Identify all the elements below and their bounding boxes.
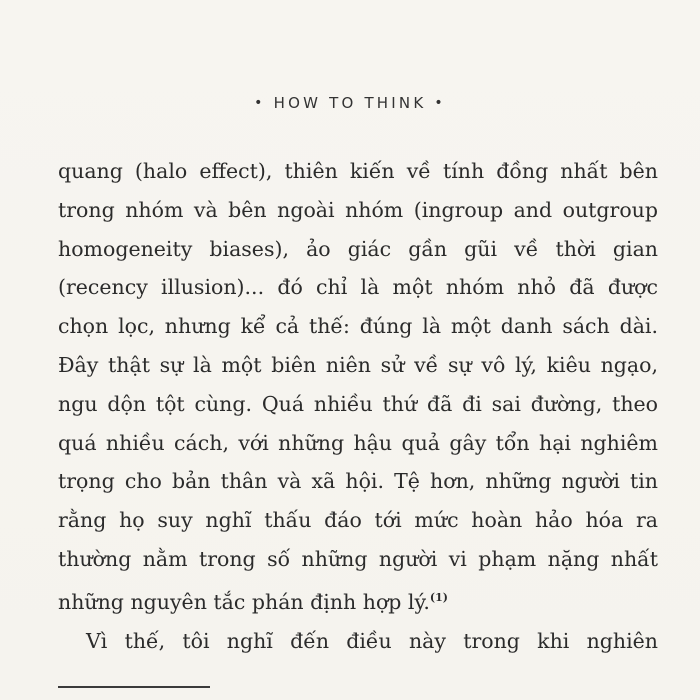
text-line: thường nằm trong số những người vi phạm nặng nhất xyxy=(58,546,658,571)
text-line-last xyxy=(58,579,658,622)
text-line: (recency illusion)... đó chỉ là một nhóm nhỏ đã được xyxy=(58,275,658,300)
ornament-right: • xyxy=(434,95,446,111)
running-head xyxy=(0,94,700,112)
text-line: ngu dộn tột cùng. Quá nhiều thứ đã đi sai đường, theo xyxy=(58,391,658,416)
body-text xyxy=(58,152,658,660)
text-line: trọng cho bản thân và xã hội. Tệ hơn, những người tin xyxy=(58,469,658,494)
text-line: trong nhóm và bên ngoài nhóm (ingroup and outgroup xyxy=(58,197,658,222)
text-line: rằng họ suy nghĩ thấu đáo tới mức hoàn hảo hóa ra xyxy=(58,508,658,533)
paragraph-start-line: Vì thế, tôi nghĩ đến điều này trong khi nghiên xyxy=(86,628,658,653)
footnote-rule xyxy=(58,686,210,688)
running-head-title: HOW TO THINK xyxy=(273,94,427,112)
text-line: chọn lọc, nhưng kể cả thế: đúng là một danh sách dài. xyxy=(58,314,658,339)
text-line: Đây thật sự là một biên niên sử về sự vô lý, kiêu ngạo, xyxy=(58,352,658,377)
ornament-left: • xyxy=(254,95,266,111)
text-line: quá nhiều cách, với những hậu quả gây tổn hại nghiêm xyxy=(58,430,658,455)
text-line: homogeneity biases), ảo giác gần gũi về thời gian xyxy=(58,236,658,261)
text-line-content: những nguyên tắc phán định hợp lý. xyxy=(58,589,430,614)
footnote-marker: (1) xyxy=(429,590,448,604)
text-line: quang (halo effect), thiên kiến về tính đồng nhất bên xyxy=(58,159,658,183)
